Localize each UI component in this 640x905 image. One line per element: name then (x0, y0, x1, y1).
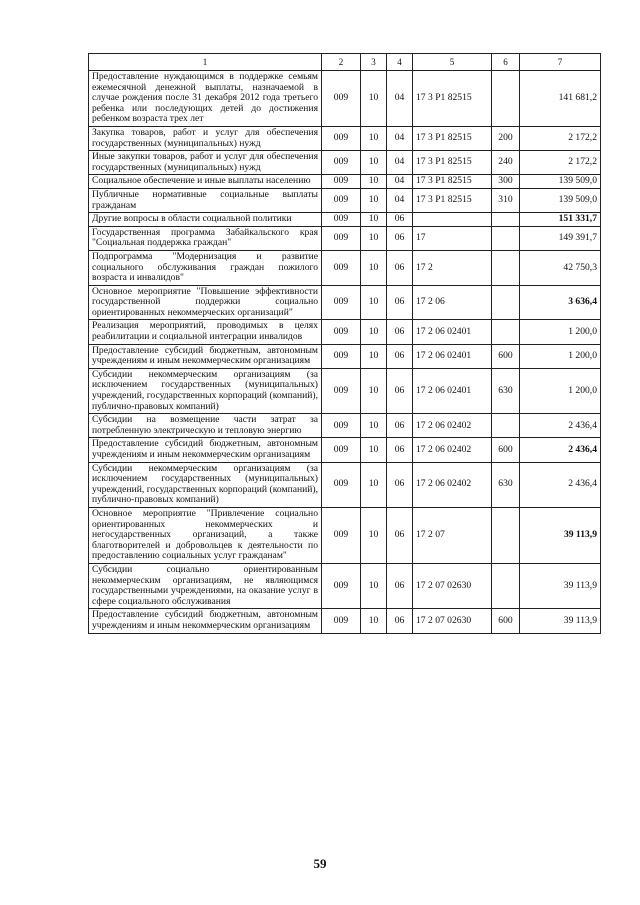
row-amount-cell: 149 391,7 (520, 226, 601, 250)
header-cell-3: 3 (361, 54, 387, 71)
row-expense-type-cell (492, 285, 520, 320)
row-amount-cell: 151 331,7 (520, 213, 601, 227)
row-grbs-cell: 009 (322, 609, 361, 633)
row-amount-cell: 39 113,9 (520, 507, 601, 563)
header-row (89, 54, 601, 71)
row-target-article-cell: 17 3 Р1 82515 (413, 151, 492, 175)
row-name-cell: Иные закупки товаров, работ и услуг для обеспечения государственных (муниципальных) нужд (89, 151, 322, 175)
row-section-cell: 10 (361, 438, 387, 462)
row-subsection-cell: 04 (387, 71, 413, 127)
row-subsection-cell: 06 (387, 213, 413, 227)
row-subsection-cell: 06 (387, 250, 413, 285)
row-section-cell: 10 (361, 414, 387, 438)
row-expense-type-cell: 600 (492, 609, 520, 633)
row-subsection-cell: 06 (387, 368, 413, 413)
table-body (89, 71, 601, 634)
table-row (89, 226, 601, 250)
row-amount-cell: 1 200,0 (520, 320, 601, 344)
row-expense-type-cell: 300 (492, 175, 520, 189)
table-row (89, 368, 601, 413)
row-grbs-cell: 009 (322, 250, 361, 285)
row-target-article-cell: 17 2 07 (413, 507, 492, 563)
row-amount-cell: 2 436,4 (520, 462, 601, 507)
row-target-article-cell: 17 2 07 02630 (413, 609, 492, 633)
row-subsection-cell: 04 (387, 188, 413, 212)
row-amount-cell: 39 113,9 (520, 563, 601, 608)
row-expense-type-cell (492, 250, 520, 285)
row-target-article-cell: 17 3 Р1 82515 (413, 126, 492, 150)
row-expense-type-cell: 600 (492, 438, 520, 462)
row-section-cell: 10 (361, 250, 387, 285)
row-target-article-cell: 17 3 Р1 82515 (413, 188, 492, 212)
row-target-article-cell: 17 2 (413, 250, 492, 285)
row-name-cell: Субсидии социально ориентированным некоммерческим организациям, не являющимся государственными учреждениями, на оказание услуг в сфере социального обслуживания (89, 563, 322, 608)
row-subsection-cell: 06 (387, 226, 413, 250)
row-name-cell: Предоставление субсидий бюджетным, автономным учреждениям и иным некоммерческим организациям (89, 344, 322, 368)
table-row (89, 188, 601, 212)
row-subsection-cell: 06 (387, 462, 413, 507)
table-row (89, 414, 601, 438)
row-name-cell: Предоставление субсидий бюджетным, автономным учреждениям и иным некоммерческим организациям (89, 438, 322, 462)
budget-table (88, 53, 601, 634)
header-cell-7: 7 (520, 54, 601, 71)
table-row (89, 609, 601, 633)
row-target-article-cell: 17 2 06 (413, 285, 492, 320)
row-amount-cell: 2 436,4 (520, 438, 601, 462)
row-name-cell: Другие вопросы в области социальной политики (89, 213, 322, 227)
row-subsection-cell: 04 (387, 126, 413, 150)
row-expense-type-cell: 630 (492, 368, 520, 413)
row-expense-type-cell (492, 320, 520, 344)
row-subsection-cell: 06 (387, 507, 413, 563)
table-row (89, 438, 601, 462)
row-target-article-cell: 17 (413, 226, 492, 250)
row-expense-type-cell: 200 (492, 126, 520, 150)
row-amount-cell: 139 509,0 (520, 188, 601, 212)
row-amount-cell: 1 200,0 (520, 344, 601, 368)
row-target-article-cell: 17 2 06 02401 (413, 320, 492, 344)
header-cell-6: 6 (492, 54, 520, 71)
row-expense-type-cell: 630 (492, 462, 520, 507)
table-row (89, 507, 601, 563)
row-amount-cell: 2 172,2 (520, 151, 601, 175)
row-amount-cell: 42 750,3 (520, 250, 601, 285)
row-name-cell: Основное мероприятие "Привлечение социально ориентированных некоммерческих и негосударственных организаций, а также благотворителей и добровольцев к деятельности по предоставлению социальных услуг гражданам" (89, 507, 322, 563)
row-subsection-cell: 06 (387, 320, 413, 344)
row-section-cell: 10 (361, 71, 387, 127)
row-subsection-cell: 06 (387, 285, 413, 320)
row-name-cell: Субсидии некоммерческим организациям (за исключением государственных (муниципальных) учреждений, государственных корпораций (компаний), публично-правовых компаний) (89, 368, 322, 413)
row-name-cell: Социальное обеспечение и иные выплаты населению (89, 175, 322, 189)
row-grbs-cell: 009 (322, 344, 361, 368)
row-target-article-cell: 17 3 Р1 82515 (413, 175, 492, 189)
row-section-cell: 10 (361, 175, 387, 189)
row-name-cell: Реализация мероприятий, проводимых в целях реабилитации и социальной интеграции инвалидов (89, 320, 322, 344)
row-section-cell: 10 (361, 462, 387, 507)
row-amount-cell: 141 681,2 (520, 71, 601, 127)
row-grbs-cell: 009 (322, 175, 361, 189)
row-section-cell: 10 (361, 368, 387, 413)
row-section-cell: 10 (361, 188, 387, 212)
row-subsection-cell: 06 (387, 609, 413, 633)
row-section-cell: 10 (361, 285, 387, 320)
row-section-cell: 10 (361, 151, 387, 175)
row-target-article-cell: 17 2 06 02401 (413, 368, 492, 413)
table-row (89, 175, 601, 189)
table-row (89, 126, 601, 150)
row-name-cell: Субсидии на возмещение части затрат за потребленную электрическую и тепловую энергию (89, 414, 322, 438)
row-grbs-cell: 009 (322, 188, 361, 212)
page-number: 59 (313, 856, 327, 871)
row-grbs-cell: 009 (322, 71, 361, 127)
row-section-cell: 10 (361, 563, 387, 608)
row-section-cell: 10 (361, 126, 387, 150)
table-row (89, 213, 601, 227)
row-target-article-cell: 17 3 Р1 82515 (413, 71, 492, 127)
row-grbs-cell: 009 (322, 438, 361, 462)
row-amount-cell: 39 113,9 (520, 609, 601, 633)
row-expense-type-cell: 310 (492, 188, 520, 212)
row-subsection-cell: 06 (387, 414, 413, 438)
table-row (89, 462, 601, 507)
row-section-cell: 10 (361, 609, 387, 633)
row-name-cell: Публичные нормативные социальные выплаты гражданам (89, 188, 322, 212)
row-grbs-cell: 009 (322, 563, 361, 608)
table-row (89, 151, 601, 175)
row-grbs-cell: 009 (322, 462, 361, 507)
row-name-cell: Закупка товаров, работ и услуг для обеспечения государственных (муниципальных) нужд (89, 126, 322, 150)
row-expense-type-cell (492, 414, 520, 438)
row-name-cell: Государственная программа Забайкальского края "Социальная поддержка граждан" (89, 226, 322, 250)
row-subsection-cell: 06 (387, 344, 413, 368)
row-expense-type-cell (492, 213, 520, 227)
row-amount-cell: 3 636,4 (520, 285, 601, 320)
row-expense-type-cell (492, 563, 520, 608)
row-amount-cell: 2 172,2 (520, 126, 601, 150)
row-expense-type-cell: 600 (492, 344, 520, 368)
row-target-article-cell: 17 2 07 02630 (413, 563, 492, 608)
table-row (89, 285, 601, 320)
row-grbs-cell: 009 (322, 226, 361, 250)
row-expense-type-cell (492, 71, 520, 127)
row-name-cell: Субсидии некоммерческим организациям (за исключением государственных (муниципальных) учреждений, государственных корпораций (компаний), публично-правовых компаний) (89, 462, 322, 507)
row-target-article-cell (413, 213, 492, 227)
table-row (89, 563, 601, 608)
row-target-article-cell: 17 2 06 02402 (413, 414, 492, 438)
table-row (89, 344, 601, 368)
row-expense-type-cell: 240 (492, 151, 520, 175)
row-section-cell: 10 (361, 320, 387, 344)
row-section-cell: 10 (361, 213, 387, 227)
row-grbs-cell: 009 (322, 368, 361, 413)
row-subsection-cell: 04 (387, 151, 413, 175)
row-target-article-cell: 17 2 06 02401 (413, 344, 492, 368)
row-grbs-cell: 009 (322, 285, 361, 320)
row-amount-cell: 1 200,0 (520, 368, 601, 413)
row-grbs-cell: 009 (322, 126, 361, 150)
row-subsection-cell: 06 (387, 438, 413, 462)
row-section-cell: 10 (361, 344, 387, 368)
row-name-cell: Предоставление субсидий бюджетным, автономным учреждениям и иным некоммерческим организациям (89, 609, 322, 633)
header-cell-4: 4 (387, 54, 413, 71)
row-expense-type-cell (492, 507, 520, 563)
row-grbs-cell: 009 (322, 320, 361, 344)
row-amount-cell: 2 436,4 (520, 414, 601, 438)
row-subsection-cell: 06 (387, 563, 413, 608)
table-row (89, 250, 601, 285)
row-expense-type-cell (492, 226, 520, 250)
row-amount-cell: 139 509,0 (520, 175, 601, 189)
row-name-cell: Основное мероприятие "Повышение эффективности государственной поддержки социально ориентированных некоммерческих организаций" (89, 285, 322, 320)
row-subsection-cell: 04 (387, 175, 413, 189)
header-cell-5: 5 (413, 54, 492, 71)
table-row (89, 71, 601, 127)
row-grbs-cell: 009 (322, 151, 361, 175)
row-section-cell: 10 (361, 226, 387, 250)
row-grbs-cell: 009 (322, 507, 361, 563)
header-cell-1: 1 (89, 54, 322, 71)
header-cell-2: 2 (322, 54, 361, 71)
row-grbs-cell: 009 (322, 213, 361, 227)
row-name-cell: Подпрограмма "Модернизация и развитие социального обслуживания граждан пожилого возраста и инвалидов" (89, 250, 322, 285)
row-target-article-cell: 17 2 06 02402 (413, 438, 492, 462)
row-section-cell: 10 (361, 507, 387, 563)
row-target-article-cell: 17 2 06 02402 (413, 462, 492, 507)
table-row (89, 320, 601, 344)
row-name-cell: Предоставление нуждающимся в поддержке семьям ежемесячной денежной выплаты, назначаемой в случае рождения после 31 декабря 2012 года третьего ребенка или последующих детей до достижения ребенком возраста трех лет (89, 71, 322, 127)
row-grbs-cell: 009 (322, 414, 361, 438)
